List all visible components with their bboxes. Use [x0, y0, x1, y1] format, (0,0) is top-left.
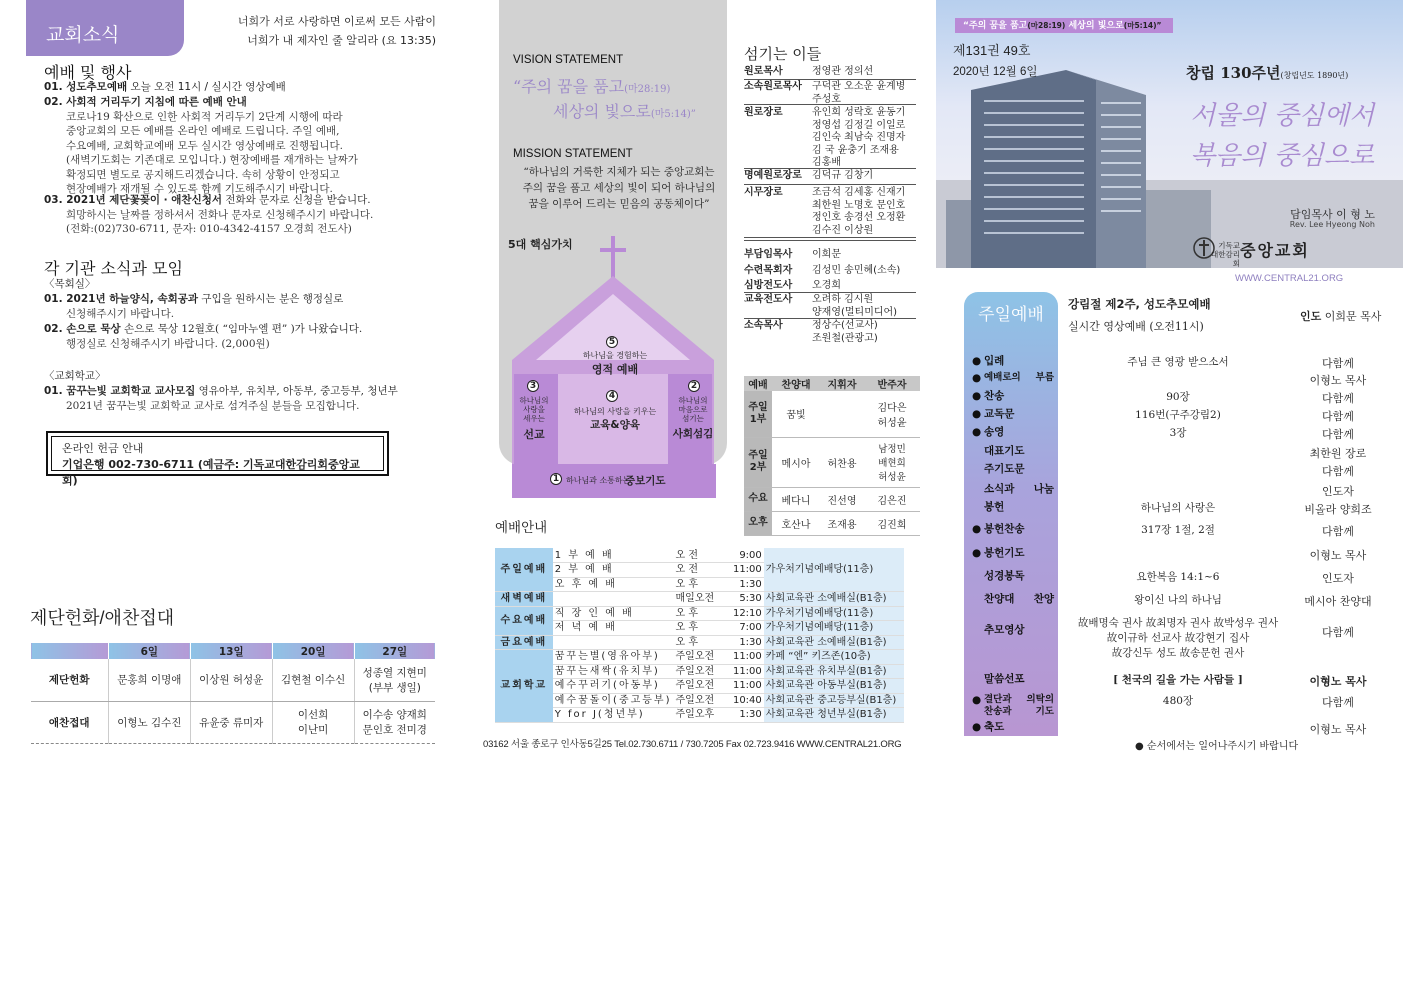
online-offering-box: [46, 431, 389, 487]
banner-ref-1: (마28:19): [1027, 21, 1066, 30]
order-item-label: 찬송: [984, 390, 1005, 402]
news-item-1-text: 오늘 오전 11시 / 실시간 영상예배: [130, 81, 286, 93]
news-item-3: [44, 193, 444, 237]
order-item-detail: 3장: [1169, 427, 1187, 439]
worship-name: 예수꿈돌이(중고등부): [554, 694, 672, 706]
order-item-label: 성경봉독: [984, 570, 1025, 582]
server-role: 교육전도사: [744, 294, 793, 305]
value-4-small: 하나님의 사랑을 키우는: [573, 407, 657, 416]
altar-cell: 이상원 허성윤: [190, 659, 272, 701]
worship-time-label: 오 전: [674, 563, 722, 578]
anniversary-year: (창립년도 1890년): [1280, 71, 1349, 80]
group-church-school: 〈교회학교〉: [44, 370, 106, 382]
vision-line-1: “주의 꿈을 품고: [513, 77, 625, 96]
worship-time-label: 매일오전: [674, 592, 722, 607]
pastoral-item-2-title: 02. 손으로 묵상: [44, 323, 121, 335]
worship-guide-row: [495, 693, 904, 708]
worship-time: 1:30: [722, 577, 764, 592]
senior-pastor: 담임목사 이 형 노: [1290, 208, 1375, 221]
worship-time-label: 주일오전: [674, 693, 722, 708]
order-item-person: 메시아 찬양대: [1304, 595, 1372, 608]
order-item-label: 송영: [984, 426, 1005, 438]
altar-header: 20일: [272, 643, 354, 659]
choir-service: 주일 1부: [744, 391, 772, 437]
order-item-label: 대표기도: [984, 445, 1025, 457]
cover-slogan: [1190, 96, 1380, 176]
choir-row: [744, 391, 920, 437]
slogan-line-1: 서울의 중심에서: [1190, 101, 1375, 131]
news-item-3-line: 희망하시는 날짜를 정하셔서 전화나 문자로 신청해주시기 바랍니다.: [66, 208, 374, 221]
order-item-person: 이형노 목사: [1309, 549, 1367, 562]
worship-time-label: 오 후: [674, 577, 722, 592]
standing-marker: ●: [972, 721, 982, 733]
altar-section-title: 제단헌화/애찬접대: [30, 608, 175, 628]
worship-name: 2 부 예 배: [553, 563, 674, 578]
offering-title: 온라인 헌금 안내: [62, 442, 144, 455]
altar-header: 27일: [354, 643, 435, 659]
senior-pastor-english: Rev. Lee Hyeong Noh: [1289, 220, 1375, 229]
order-item-person: 최한원 장로: [1309, 447, 1367, 460]
choir-conductor: 허찬용: [820, 437, 864, 487]
worship-events-heading: 예배 및 행사: [44, 63, 132, 82]
divider: [744, 184, 916, 185]
worship-place: 사회교육관 소예배실(B1층): [764, 635, 904, 650]
school-item-1-title: 01. 꿈꾸는빛 교회학교 교사모집: [44, 385, 196, 397]
worship-guide-row: [495, 606, 904, 621]
worship-place: 사회교육관 유치부실(B1층): [764, 664, 904, 679]
worship-place: 사회교육관 아동부실(B1층): [764, 679, 904, 694]
worship-category: 수요예배: [495, 606, 553, 635]
service-subtitle: 실시간 영상예배 (오전11시): [1068, 320, 1204, 333]
news-item-2-line: 수요예배, 교회학교예배 모두 실시간 영상예배로 진행됩니다.: [66, 139, 343, 152]
worship-guide-row: [495, 650, 904, 665]
pastoral-item-1-line: 신청해주시기 바랍니다.: [66, 307, 175, 320]
school-item-1-text: 영유아부, 유치부, 아동부, 중고등부, 청년부: [198, 385, 398, 397]
worship-name: 오 후 예 배: [553, 577, 674, 592]
server-names: 김덕규 김창기: [812, 170, 874, 181]
order-item-person: 이형노 목사: [1309, 675, 1367, 688]
altar-cell: 성종열 지현미 (부부 생일): [354, 659, 435, 701]
cover-theme-banner: [955, 18, 1173, 33]
worship-time: 1:30: [722, 635, 764, 650]
worship-name: 예수꾸러기(아동부): [553, 679, 674, 694]
worship-guide-row: [495, 708, 904, 723]
issue-date: 2020년 12월 6일: [953, 66, 1038, 78]
altar-header: [31, 643, 109, 659]
choir-service: 주일 2부: [744, 437, 772, 487]
order-item-person: 인도자: [1322, 485, 1354, 498]
choir-conductor: [820, 391, 864, 437]
choir-row: [744, 511, 920, 535]
mission-line: “하나님의 거룩한 지체가 되는 중앙교회는: [523, 166, 715, 178]
worship-name: 저 녁 예 배: [553, 621, 674, 636]
value-1-small: 하나님과 소통하는: [566, 476, 631, 485]
altar-cell: 김현철 이수신: [272, 659, 354, 701]
worship-time: 11:00: [722, 679, 764, 694]
server-names: 정상수(선교사) 조원철(관광고): [812, 320, 878, 344]
server-names: 정영관 정의선: [812, 66, 874, 77]
worship-guide-row: [495, 548, 904, 563]
altar-row: [31, 701, 436, 743]
order-item-person: 비올라 양희조: [1304, 503, 1372, 516]
server-names: 이희문: [812, 249, 841, 260]
choir-service: 수요: [744, 487, 772, 511]
choir-row: [744, 487, 920, 511]
standing-marker: ●: [972, 694, 982, 706]
order-item-label: 봉헌찬송: [984, 523, 1025, 535]
church-website-link[interactable]: WWW.CENTRAL21.ORG: [1235, 273, 1344, 284]
order-item-label: 축도: [984, 721, 1005, 733]
order-item-detail: 90장: [1166, 391, 1190, 403]
offering-account: 기업은행 002-730-6711 (예금주: 기독교대한감리회중앙교회): [62, 458, 360, 487]
banner-ref-2: (마5:14)”: [1123, 21, 1162, 30]
worship-guide-row: [495, 664, 904, 679]
worship-time: 11:00: [722, 650, 764, 665]
choir-header-row: [744, 376, 920, 391]
value-2-small: 하나님의 마음으로 섬기는: [678, 396, 708, 423]
news-item-3-line: (전화:(02)730-6711, 문자: 010-4342-4157 오경희 전도사): [66, 223, 352, 235]
worship-guide-table: [495, 548, 904, 723]
news-item-1: [44, 80, 444, 95]
value-number-5: 5: [606, 336, 618, 348]
order-item-detail: 하나님의 사랑은: [1140, 502, 1216, 514]
order-item-person: 다함께: [1322, 392, 1354, 405]
pastoral-item-1-text: 구입을 원하시는 분은 행정실로: [201, 293, 344, 305]
worship-time-label: 오 후: [674, 606, 722, 621]
order-item-person: 다함께: [1322, 465, 1354, 478]
worship-place: 가우처기념예배당(11층): [764, 621, 904, 636]
leader-name: 이희문 목사: [1324, 310, 1382, 323]
standing-marker: ●: [972, 523, 982, 535]
choir-accompanist: 김다은 허성윤: [864, 391, 920, 437]
choir-header: 예배: [744, 376, 772, 391]
worship-time-label: 오 후: [674, 621, 722, 636]
altar-table: [30, 643, 435, 744]
vision-ref-1: (마28:19): [624, 84, 671, 95]
mission-statement: [513, 164, 725, 212]
altar-row: [31, 659, 436, 701]
leader-label: 인도: [1300, 310, 1322, 323]
choir-conductor: 조재용: [820, 511, 864, 535]
order-item-label: 입례: [984, 355, 1005, 367]
server-role: 시무장로: [744, 187, 783, 198]
pastoral-item-1-title: 01. 2021년 하늘양식, 속회공과: [44, 293, 199, 305]
order-item-label: 말씀선포: [984, 673, 1025, 685]
worship-guide-title: 예배안내: [495, 520, 548, 536]
cross-vertical: [611, 236, 615, 280]
order-item-label: 추모영상: [984, 624, 1025, 636]
news-item-2: [44, 95, 444, 197]
divider: [744, 240, 916, 241]
choir-header: 지휘자: [820, 376, 864, 391]
altar-header: 13일: [190, 643, 272, 659]
order-item-person: 인도자: [1322, 572, 1354, 585]
pastoral-item-1: [44, 292, 444, 321]
order-item-person: 다함께: [1322, 357, 1354, 370]
theme-verse: [196, 12, 436, 50]
service-title: 강림절 제2주, 성도추모예배: [1068, 297, 1211, 311]
vision-label: VISION STATEMENT: [513, 54, 624, 66]
server-role: 원로목사: [744, 66, 783, 77]
choir-header: 찬양대: [772, 376, 820, 391]
value-5-big: 영적 예배: [591, 363, 639, 376]
altar-cell: 이수송 양재희 문인호 전미경: [354, 701, 435, 743]
anniversary-text: 창립 130주년: [1186, 64, 1281, 82]
choir-service: 오후: [744, 511, 772, 535]
choir-name: 베다니: [772, 487, 820, 511]
order-item-person: 다함께: [1322, 626, 1354, 639]
order-item-label: 소식과 나눔: [984, 483, 1054, 495]
worship-time: 11:00: [722, 563, 764, 578]
worship-time: 5:30: [722, 592, 764, 607]
choir-name: 호산나: [772, 511, 820, 535]
standing-marker: ●: [972, 355, 982, 367]
worship-time: 12:10: [722, 606, 764, 621]
mission-line: 꿈을 이루어 드리는 믿음의 공동체이다”: [528, 198, 710, 210]
worship-time: 9:00: [722, 548, 764, 563]
server-names: 조금석 김세홍 신재기 최한원 노명호 문인호 정인호 송경선 오정환 김수진 이상원: [812, 187, 906, 236]
worship-place: 카페 “엔” 키즈존(10층): [764, 650, 904, 665]
worship-time: 7:00: [722, 621, 764, 636]
order-item-detail: 요한복음 14:1~6: [1136, 571, 1220, 583]
servers-title: 섬기는 이들: [744, 45, 822, 63]
altar-row-label: 제단헌화: [31, 659, 109, 701]
divider: [744, 79, 916, 80]
server-names: 오려하 김시원 양재영(멀티미디어): [812, 294, 898, 318]
order-item-person: 다함께: [1322, 428, 1354, 441]
vision-statement: [513, 76, 723, 126]
worship-place: 사회교육관 중고등부실(B1층): [764, 693, 904, 708]
order-item-person: 다함께: [1322, 525, 1354, 538]
order-item-label: 결단과 의탁의 찬송과 기도: [984, 694, 1054, 717]
slogan-line-2: 복음의 중심으로: [1190, 141, 1375, 171]
worship-time-label: 오 후: [674, 635, 722, 650]
server-role: 부담임목사: [744, 249, 793, 260]
mission-line: 주의 꿈을 품고 세상의 빛이 되어 하나님의: [522, 182, 716, 194]
school-item-1-line: 2021년 꿈꾸는빛 교회학교 교사로 섬겨주실 분들을 모집합니다.: [66, 399, 360, 412]
org-news-heading: 각 기관 소식과 모임: [44, 259, 183, 278]
choir-accompanist: 김은진: [864, 487, 920, 511]
choir-accompanist: 김진희: [864, 511, 920, 535]
worship-name: 직 장 인 예 배: [553, 606, 674, 621]
altar-header: 6일: [108, 643, 190, 659]
worship-guide-row: [495, 592, 904, 607]
choir-name: 메시아: [772, 437, 820, 487]
service-leader: [1300, 308, 1381, 324]
altar-row-label: 애찬접대: [31, 701, 109, 743]
choir-accompanist: 남정민 배현희 허성윤: [864, 437, 920, 487]
worship-category: 새벽예배: [495, 592, 553, 607]
news-item-3-text: 전화와 문자로 신청을 받습니다.: [225, 194, 371, 206]
banner-text-1: “주의 꿈을 품고: [963, 21, 1028, 31]
worship-place: 사회교육관 청년부실(B1층): [764, 708, 904, 723]
value-number-2: 2: [688, 380, 700, 392]
news-item-2-line: 코로나19 확산으로 인한 사회적 거리두기 2단계 시행에 따라: [66, 110, 343, 123]
order-item-detail: 480장: [1162, 695, 1194, 707]
worship-place: 사회교육관 소예배실(B1층): [764, 592, 904, 607]
altar-cell: 유윤중 류미자: [190, 701, 272, 743]
worship-guide-row: [495, 635, 904, 650]
order-item-detail: 116번(구주강림2): [1135, 409, 1221, 421]
order-item-person: 다함께: [1322, 696, 1354, 709]
anniversary-title: [1186, 62, 1376, 83]
choir-name: 꿈빛: [772, 391, 820, 437]
server-role: 소속목사: [744, 320, 783, 331]
server-names: 오경희: [812, 280, 841, 291]
verse-line-1: 너희가 서로 사랑하면 이로써 모든 사람이: [237, 15, 436, 28]
news-item-2-title: 02. 사회적 거리두기 지침에 따른 예배 안내: [44, 96, 247, 108]
order-item-label: 봉헌기도: [984, 547, 1025, 559]
value-number-1: 1: [550, 473, 562, 485]
school-item-1: [44, 384, 444, 413]
value-2-big: 사회섬김: [672, 428, 714, 440]
order-item-label: 찬양대 찬양: [984, 593, 1054, 605]
worship-category: 금요예배: [495, 635, 553, 650]
altar-cell: 문홍희 이명애: [108, 659, 190, 701]
value-number-4: 4: [606, 390, 618, 402]
worship-time: 1:30: [722, 708, 764, 723]
altar-header-row: [31, 643, 436, 659]
server-role: 원로장로: [744, 107, 783, 118]
server-names: 김성민 송민혜(소속): [812, 265, 901, 276]
worship-category: 교회학교: [495, 650, 553, 723]
standing-marker: ●: [972, 426, 982, 438]
standing-marker: ●: [972, 372, 982, 384]
group-pastoral-office: 〈목회실〉: [44, 278, 96, 290]
church-name: 중앙교회: [1240, 241, 1310, 260]
choir-header: 반주자: [864, 376, 920, 391]
order-item-detail: 왕이신 나의 하나님: [1134, 594, 1222, 606]
core-values-title: 5대 핵심가치: [508, 238, 573, 251]
value-4-big: 교육&양육: [590, 419, 640, 431]
order-item-detail: 주님 큰 영광 받으소서: [1127, 356, 1229, 368]
issue-number: 제131권 49호: [953, 43, 1031, 58]
worship-time-label: 주일오전: [674, 650, 722, 665]
altar-cell: 이형노 김수진: [108, 701, 190, 743]
worship-time-label: 주일오전: [674, 679, 722, 694]
value-3-big: 선교: [523, 428, 545, 441]
server-role: 명예원로장로: [744, 170, 802, 181]
pastoral-item-2: [44, 322, 444, 351]
worship-time: 10:40: [722, 693, 764, 708]
worship-place: 가우처기념예배당(11층): [764, 606, 904, 621]
server-names: 구덕관 오소운 윤계병 주성호: [812, 81, 906, 105]
worship-time: 11:00: [722, 664, 764, 679]
server-role: 수련목회자: [744, 265, 793, 276]
worship-name: [553, 635, 674, 650]
order-item-person: 다함께: [1322, 410, 1354, 423]
pastoral-item-2-line: 행정실로 신청해주시기 바랍니다. (2,000원): [66, 337, 270, 350]
worship-time-label: 주일오전: [674, 664, 722, 679]
worship-category: 주일예배: [495, 548, 553, 592]
sunday-worship-title: 주일예배: [978, 305, 1044, 324]
standing-marker: ●: [972, 547, 982, 559]
order-item-detail: 故배명숙 권사 故최명자 권사 故박성우 권사 故이규하 선교사 故강현기 집사 故강신두 성도 故송문헌 권사: [1077, 617, 1279, 659]
value-5-small: 하나님을 경험하는: [582, 351, 648, 360]
order-item-label: 봉헌: [984, 501, 1005, 513]
news-item-2-line: (새벽기도회는 기존대로 모입니다.) 현장예배를 재개하는 날짜가: [66, 154, 358, 166]
standing-marker: ●: [972, 408, 982, 420]
pastoral-item-2-text: 손으로 묵상 12월호( “임마누엘 편” )가 나왔습니다.: [123, 323, 363, 335]
worship-name: 꿈꾸는새싹(유치부): [553, 664, 674, 679]
worship-name: 꿈꾸는별(영유아부): [553, 650, 674, 665]
news-tab-header: 교회소식: [26, 0, 184, 56]
server-role: 소속원로목사: [744, 81, 802, 92]
order-item-person: 이형노 목사: [1309, 374, 1367, 387]
standing-marker: ●: [972, 390, 982, 402]
order-item-label: 주기도문: [984, 463, 1025, 475]
standing-note: ● 순서에서는 일어나주시기 바랍니다: [1135, 741, 1299, 752]
news-item-1-title: 01. 성도추모예배: [44, 81, 128, 93]
news-item-3-title: 03. 2021년 제단꽃꽂이 · 애찬신청서: [44, 194, 223, 206]
divider: [744, 237, 916, 238]
worship-place: 가우처기념예배당(11층): [764, 548, 904, 592]
worship-guide-row: [495, 679, 904, 694]
order-item-detail: [ 천국의 길을 가는 사람들 ]: [1113, 674, 1243, 686]
choir-table: [744, 376, 920, 536]
vision-line-2: 세상의 빛으로: [553, 102, 651, 121]
denomination: 기독교 대한감리회: [1211, 241, 1240, 268]
worship-time-label: 주일오후: [674, 708, 722, 723]
choir-conductor: 진선영: [820, 487, 864, 511]
order-item-detail: 317장 1절, 2절: [1141, 524, 1215, 536]
cross-horizontal: [600, 248, 626, 252]
order-item-person: 이형노 목사: [1309, 723, 1367, 736]
news-item-2-line: 현장예배가 재개될 수 있도록 함께 기도해주시기 바랍니다.: [66, 183, 333, 195]
server-role: 심방전도사: [744, 280, 793, 291]
news-item-2-line: 확정되면 별도로 공지해드리겠습니다. 속히 상황이 안정되고: [66, 168, 340, 181]
vision-ref-2: (마5:14)”: [650, 109, 696, 120]
value-number-3: 3: [527, 380, 539, 392]
news-item-2-line: 중앙교회의 모든 예배를 온라인 예배로 드립니다. 주일 예배,: [66, 125, 340, 137]
altar-cell: 이선희 이난미: [272, 701, 354, 743]
mission-label: MISSION STATEMENT: [513, 148, 633, 160]
worship-time-label: 오 전: [674, 548, 722, 563]
order-item-label: 예배로의 부름: [984, 372, 1054, 383]
choir-row: [744, 437, 920, 487]
server-names: 유인희 성락호 윤동기 정영섭 김정길 이일로 김인숙 최남숙 진명자 김 국 윤충기 조재용 김홍배: [812, 107, 906, 168]
verse-line-2: 너희가 내 제자인 줄 알리라 (요 13:35): [247, 34, 436, 47]
church-address: 03162 서울 종로구 인사동5길25 Tel.02.730.6711 / 730.7205 Fax 02.723.9416 WWW.CENTRAL21.ORG: [483, 739, 902, 750]
value-3-small: 하나님의 사랑을 세우는: [519, 396, 549, 423]
worship-guide-row: [495, 621, 904, 636]
worship-name: Y for J(청년부): [553, 708, 674, 723]
worship-name: [553, 592, 674, 607]
worship-name: 1 부 예 배: [553, 548, 674, 563]
banner-text-2: 세상의 빛으로: [1065, 21, 1124, 31]
value-1-big: 중보기도: [625, 475, 666, 487]
order-item-label: 교독문: [984, 408, 1015, 420]
